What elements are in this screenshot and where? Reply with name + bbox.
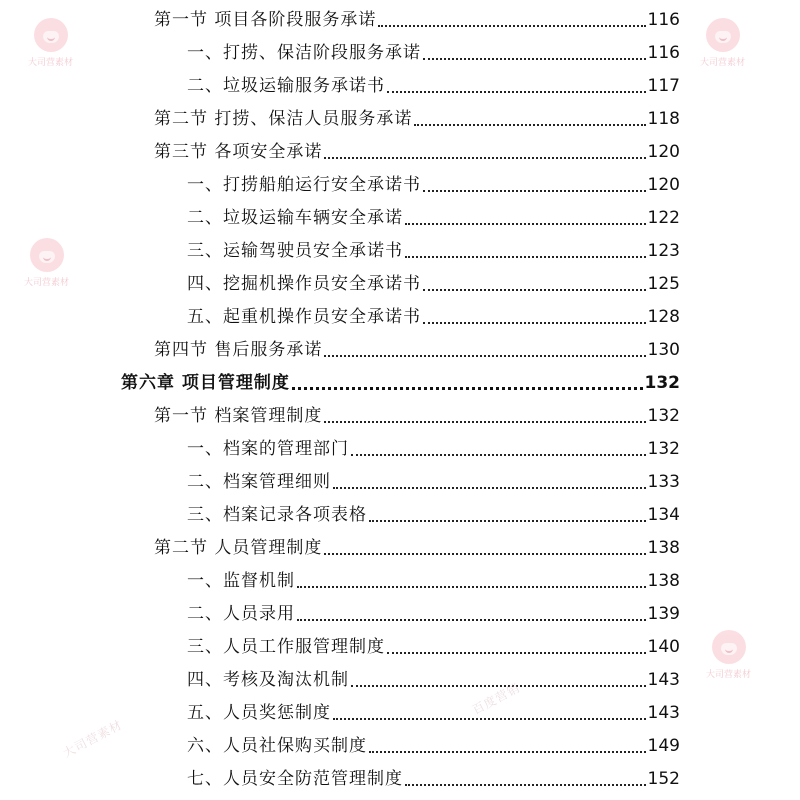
leader-dots bbox=[423, 190, 646, 192]
toc-entry[interactable] bbox=[187, 231, 680, 264]
watermark-text: 大司营素材 bbox=[28, 58, 74, 68]
leader-dots bbox=[324, 355, 645, 357]
toc-entry[interactable] bbox=[187, 495, 680, 528]
watermark-faint-text: 百度营销 bbox=[469, 680, 523, 718]
toc-entry-title: 三、运输驾驶员安全承诺书 bbox=[187, 241, 403, 261]
toc-entry-title: 五、人员奖惩制度 bbox=[187, 703, 331, 723]
toc-page-number: 143 bbox=[647, 703, 680, 723]
toc-entry[interactable] bbox=[187, 66, 680, 99]
toc-entry-title: 七、人员安全防范管理制度 bbox=[187, 769, 403, 789]
toc-entry-title: 二、人员录用 bbox=[187, 604, 295, 624]
toc-entry-title: 五、起重机操作员安全承诺书 bbox=[187, 307, 421, 327]
leader-dots bbox=[292, 387, 643, 390]
toc-entry[interactable] bbox=[187, 660, 680, 693]
toc-page-number: 120 bbox=[647, 142, 680, 162]
toc-entry[interactable] bbox=[187, 165, 680, 198]
toc-chapter-entry[interactable] bbox=[121, 363, 680, 396]
leader-dots bbox=[378, 25, 645, 27]
leader-dots bbox=[324, 421, 645, 423]
toc-entry-title: 四、考核及淘汰机制 bbox=[187, 670, 349, 690]
toc-entry[interactable] bbox=[187, 198, 680, 231]
toc-page-number: 133 bbox=[647, 472, 680, 492]
toc-page-number: 130 bbox=[647, 340, 680, 360]
toc-entry[interactable] bbox=[187, 693, 680, 726]
toc-page-number: 134 bbox=[647, 505, 680, 525]
leader-dots bbox=[324, 157, 645, 159]
watermark-text: 大司营素材 bbox=[700, 58, 746, 68]
leader-dots bbox=[423, 289, 646, 291]
toc-entry[interactable] bbox=[187, 33, 680, 66]
toc-page-number: 123 bbox=[647, 241, 680, 261]
leader-dots bbox=[414, 124, 645, 126]
toc-page-number: 132 bbox=[647, 406, 680, 426]
leader-dots bbox=[405, 223, 646, 225]
toc-entry-title: 六、人员社保购买制度 bbox=[187, 736, 367, 756]
toc-entry[interactable] bbox=[187, 462, 680, 495]
watermark-text: 大司营素材 bbox=[706, 670, 752, 680]
toc-entry-title: 三、人员工作服管理制度 bbox=[187, 637, 385, 657]
toc-entry-title: 第二节 人员管理制度 bbox=[154, 538, 323, 558]
toc-entry-title: 二、垃圾运输车辆安全承诺 bbox=[187, 208, 403, 228]
leader-dots bbox=[405, 784, 646, 786]
toc-entry[interactable] bbox=[187, 561, 680, 594]
toc-entry[interactable] bbox=[154, 0, 680, 33]
toc-entry-title: 一、监督机制 bbox=[187, 571, 295, 591]
watermark-faint-text: 大司营素材 bbox=[60, 717, 125, 761]
leader-dots bbox=[423, 322, 646, 324]
toc-page-number: 138 bbox=[647, 571, 680, 591]
toc-page-number: 116 bbox=[647, 10, 680, 30]
leader-dots bbox=[333, 718, 646, 720]
toc-entry[interactable] bbox=[154, 330, 680, 363]
toc-entry[interactable] bbox=[154, 99, 680, 132]
toc-page-number: 143 bbox=[647, 670, 680, 690]
leader-dots bbox=[369, 520, 646, 522]
leader-dots bbox=[297, 586, 646, 588]
toc-entry-title: 二、垃圾运输服务承诺书 bbox=[187, 76, 385, 96]
leader-dots bbox=[405, 256, 646, 258]
toc-entry[interactable] bbox=[187, 297, 680, 330]
toc-entry-title: 四、挖掘机操作员安全承诺书 bbox=[187, 274, 421, 294]
toc-page-number: 139 bbox=[647, 604, 680, 624]
leader-dots bbox=[423, 58, 646, 60]
toc-page-number: 140 bbox=[647, 637, 680, 657]
toc-entry[interactable] bbox=[154, 132, 680, 165]
leader-dots bbox=[324, 553, 645, 555]
toc-entry[interactable] bbox=[187, 264, 680, 297]
toc-entry-title: 第四节 售后服务承诺 bbox=[154, 340, 323, 360]
toc-entry[interactable] bbox=[187, 594, 680, 627]
leader-dots bbox=[297, 619, 646, 621]
toc-entry-title: 第三节 各项安全承诺 bbox=[154, 142, 323, 162]
toc-page-number: 117 bbox=[647, 76, 680, 96]
toc-page-number: 138 bbox=[647, 538, 680, 558]
toc-page-number: 122 bbox=[647, 208, 680, 228]
toc-entry[interactable] bbox=[154, 396, 680, 429]
toc-entry-title: 三、档案记录各项表格 bbox=[187, 505, 367, 525]
toc-page-number: 132 bbox=[644, 373, 680, 393]
toc-entry-title: 第一节 项目各阶段服务承诺 bbox=[154, 10, 377, 30]
toc-entry[interactable] bbox=[187, 759, 680, 792]
toc-page-number: 116 bbox=[647, 43, 680, 63]
toc-entry[interactable] bbox=[187, 627, 680, 660]
toc-page-number: 152 bbox=[647, 769, 680, 789]
toc-entry-title: 二、档案管理细则 bbox=[187, 472, 331, 492]
leader-dots bbox=[369, 751, 646, 753]
toc-entry-title: 第一节 档案管理制度 bbox=[154, 406, 323, 426]
toc-entry[interactable] bbox=[187, 429, 680, 462]
leader-dots bbox=[333, 487, 646, 489]
toc-entry-title: 一、档案的管理部门 bbox=[187, 439, 349, 459]
toc-page-number: 128 bbox=[647, 307, 680, 327]
watermark-text: 大司营素材 bbox=[24, 278, 70, 288]
toc-page-number: 125 bbox=[647, 274, 680, 294]
leader-dots bbox=[387, 652, 646, 654]
toc-entry-title: 第六章 项目管理制度 bbox=[121, 373, 290, 393]
toc-entry[interactable] bbox=[187, 726, 680, 759]
toc-page-number: 132 bbox=[647, 439, 680, 459]
toc-page-number: 149 bbox=[647, 736, 680, 756]
toc-entry-title: 一、打捞船舶运行安全承诺书 bbox=[187, 175, 421, 195]
toc-page-number: 118 bbox=[647, 109, 680, 129]
toc-entry-title: 一、打捞、保洁阶段服务承诺 bbox=[187, 43, 421, 63]
leader-dots bbox=[387, 91, 646, 93]
leader-dots bbox=[351, 685, 646, 687]
toc-entry-title: 第二节 打捞、保洁人员服务承诺 bbox=[154, 109, 413, 129]
leader-dots bbox=[351, 454, 646, 456]
toc-page-number: 120 bbox=[647, 175, 680, 195]
toc-entry[interactable] bbox=[154, 528, 680, 561]
